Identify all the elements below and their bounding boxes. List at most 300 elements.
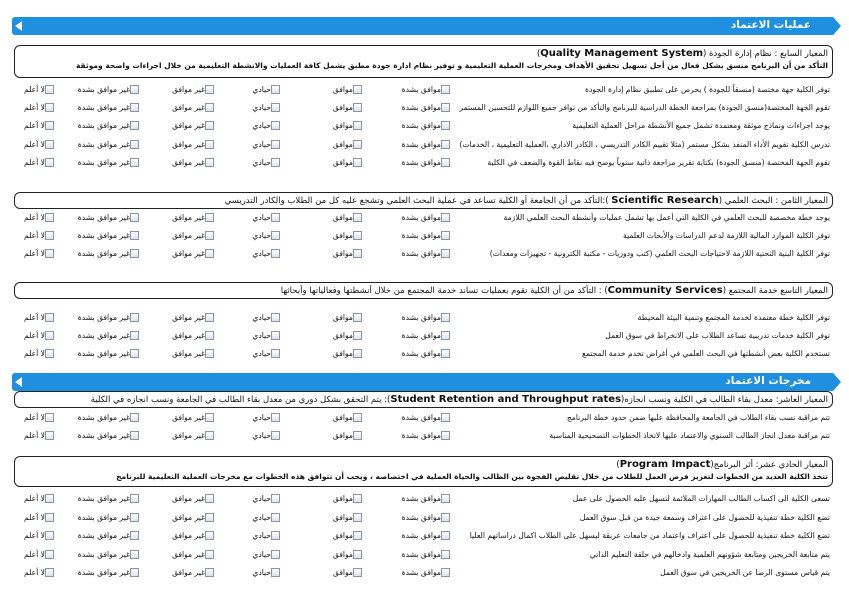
answer-option[interactable] [333,157,366,168]
answer-option[interactable] [252,157,284,168]
answer-option[interactable] [172,430,218,441]
answer-checkbox[interactable] [130,313,139,322]
answer-checkbox[interactable] [441,413,450,422]
answer-option-label: موافق [332,121,353,131]
answer-option[interactable] [24,330,58,341]
answer-option[interactable] [172,412,218,423]
question-row [18,247,830,260]
standard-english-title: Scientific Research [611,195,719,206]
answer-checkbox[interactable] [353,431,362,440]
answer-option-label: غير موافق بشدة [77,85,130,94]
answer-checkbox[interactable] [271,213,280,222]
answer-option-label: موافق بشدة [401,139,441,149]
answer-option[interactable] [78,330,143,341]
answer-option[interactable] [24,549,58,560]
answer-option-label: موافق [332,331,353,340]
answer-checkbox[interactable] [205,531,214,540]
answer-option[interactable] [172,212,218,223]
answer-option[interactable] [402,430,454,441]
answer-option[interactable] [172,139,218,150]
answer-checkbox[interactable] [353,158,362,167]
answer-checkbox[interactable] [271,249,280,258]
answer-checkbox[interactable] [205,513,214,522]
answer-option[interactable] [78,230,143,241]
answer-option[interactable] [402,120,454,131]
answer-option-label: موافق بشدة [401,313,441,322]
answer-option[interactable] [252,230,284,241]
answer-option[interactable] [402,412,454,423]
answer-options [18,229,454,242]
answer-option-label: موافق بشدة [401,531,441,541]
answer-option[interactable] [402,330,454,341]
answer-option-label: موافق بشدة [401,231,441,240]
answer-checkbox[interactable] [205,158,214,167]
answer-option[interactable] [252,549,284,560]
arrow-icon [15,21,22,31]
answer-checkbox[interactable] [441,550,450,559]
answer-checkbox[interactable] [205,413,214,422]
answer-option[interactable] [172,330,218,341]
answer-option[interactable] [333,530,366,541]
answer-option-label: غير موافق بشدة [77,249,130,258]
answer-option[interactable] [24,102,58,113]
answer-option[interactable] [78,567,143,578]
answer-checkbox[interactable] [353,121,362,130]
answer-checkbox[interactable] [353,249,362,258]
answer-option-label: موافق بشدة [401,213,441,222]
question-row [18,429,830,442]
answer-option[interactable] [252,84,284,95]
answer-checkbox[interactable] [271,158,280,167]
answer-option[interactable] [78,139,143,150]
question-row [18,101,830,114]
answer-option[interactable] [333,230,366,241]
answer-option[interactable] [24,567,58,578]
answer-checkbox[interactable] [441,513,450,522]
answer-option[interactable] [252,430,284,441]
answer-option-label: غير موافق [172,431,205,440]
answer-option[interactable] [333,139,366,150]
answer-option-label: موافق [332,313,353,322]
answer-option[interactable] [24,430,58,441]
answer-option[interactable] [252,120,284,131]
answer-checkbox[interactable] [45,213,54,222]
answer-checkbox[interactable] [353,231,362,240]
answer-checkbox[interactable] [353,349,362,358]
answer-checkbox[interactable] [45,550,54,559]
answer-option[interactable] [333,330,366,341]
answer-option-label: موافق بشدة [401,494,441,503]
answer-option[interactable] [78,157,143,168]
question-text: تضع الكلية خطة تنفيذية للحصول على اعتراف واعتماد من جامعات عريقة ليسهل على الطلاب اكمال دراساتهم العليا [469,531,830,541]
answer-checkbox[interactable] [130,121,139,130]
answer-option[interactable] [78,248,143,259]
answer-checkbox[interactable] [205,85,214,94]
answer-checkbox[interactable] [130,494,139,503]
answer-checkbox[interactable] [130,568,139,577]
answer-checkbox[interactable] [441,121,450,130]
answer-option[interactable] [333,84,366,95]
answer-checkbox[interactable] [130,213,139,222]
banner-pointer [833,17,841,35]
answer-option[interactable] [78,212,143,223]
answer-checkbox[interactable] [130,249,139,258]
answer-option[interactable] [172,530,218,541]
answer-checkbox[interactable] [271,550,280,559]
answer-checkbox[interactable] [205,103,214,112]
answer-option-label: غير موافق [172,568,205,578]
answer-option-label: غير موافق بشدة [77,568,130,578]
answer-option-label: غير موافق بشدة [77,213,130,222]
answer-option-label: حيادي [252,313,271,322]
answer-option[interactable] [172,567,218,578]
answer-options [18,529,454,542]
answer-option[interactable] [333,248,366,259]
answer-option-label: غير موافق [172,494,205,503]
answer-checkbox[interactable] [271,431,280,440]
answer-option[interactable] [402,567,454,578]
answer-checkbox[interactable] [45,121,54,130]
section-title: عمليات الاعتماد [723,19,819,31]
answer-option-label: غير موافق بشدة [77,157,130,167]
standard-title-suffix: ): يتم التحقق بشكل دوري من معدل بقاء الطالب في الجامعة ونسب انجازه في الكلية [90,395,391,405]
answer-option[interactable] [24,412,58,423]
answer-option[interactable] [333,549,366,560]
answer-checkbox[interactable] [441,249,450,258]
answer-option[interactable] [172,84,218,95]
question-text: توفر الكلية جهة مختصة (منسقاً للجودة ) يحرص على تطبيق نظام إدارة الجودة [585,85,830,94]
answer-option[interactable] [402,84,454,95]
answer-checkbox[interactable] [441,231,450,240]
answer-option[interactable] [252,530,284,541]
answer-option[interactable] [172,230,218,241]
answer-option-label: غير موافق بشدة [77,103,130,113]
answer-option-label: حيادي [252,103,271,113]
answer-checkbox[interactable] [353,413,362,422]
answer-option[interactable] [24,493,58,504]
answer-checkbox[interactable] [353,140,362,149]
answer-option-label: موافق [332,157,353,167]
answer-option-label: غير موافق [172,213,205,222]
answer-option[interactable] [333,212,366,223]
answer-option[interactable] [24,530,58,541]
answer-checkbox[interactable] [353,568,362,577]
answer-option-label: موافق [332,85,353,94]
section-title: مخرجات الاعتماد [717,375,819,387]
answer-checkbox[interactable] [205,249,214,258]
answer-checkbox[interactable] [441,531,450,540]
answer-option-label: غير موافق بشدة [77,413,130,422]
answer-option[interactable] [252,102,284,113]
answer-option[interactable] [333,120,366,131]
answer-option-label: غير موافق [172,157,205,167]
answer-options [18,101,454,114]
answer-option-label: موافق بشدة [401,549,441,559]
answer-checkbox[interactable] [271,313,280,322]
answer-checkbox[interactable] [441,568,450,577]
question-row [18,411,830,424]
question-text: تسعى الكلية الى اكساب الطالب المهارات الملائمة لتسهل عليه الحصول على عمل [572,494,830,503]
answer-checkbox[interactable] [45,85,54,94]
question-text: توفر الكلية الموارد المالية اللازمة لدعم الدراسات والأبحاث العلمية [623,231,830,240]
answer-checkbox[interactable] [45,231,54,240]
answer-option[interactable] [402,230,454,241]
answer-option-label: موافق بشدة [401,103,441,113]
answer-checkbox[interactable] [130,158,139,167]
answer-option-label: غير موافق بشدة [77,331,130,340]
answer-option[interactable] [402,530,454,541]
answer-option[interactable] [252,512,284,523]
answer-option[interactable] [78,348,143,359]
answer-checkbox[interactable] [441,313,450,322]
answer-option-label: غير موافق [172,231,205,240]
answer-option[interactable] [172,549,218,560]
answer-checkbox[interactable] [271,85,280,94]
answer-checkbox[interactable] [205,231,214,240]
answer-checkbox[interactable] [441,103,450,112]
answer-checkbox[interactable] [353,213,362,222]
answer-option-label: حيادي [252,121,271,131]
answer-option[interactable] [402,512,454,523]
answer-option-label: لا أعلم [24,494,45,503]
answer-checkbox[interactable] [45,513,54,522]
answer-option-label: موافق [332,549,353,559]
answer-checkbox[interactable] [205,140,214,149]
answer-checkbox[interactable] [45,103,54,112]
answer-option[interactable] [402,312,454,323]
answer-checkbox[interactable] [205,213,214,222]
answer-checkbox[interactable] [441,85,450,94]
answer-option[interactable] [24,512,58,523]
answer-checkbox[interactable] [45,331,54,340]
answer-checkbox[interactable] [441,431,450,440]
answer-option[interactable] [333,412,366,423]
answer-option[interactable] [78,102,143,113]
answer-option[interactable] [172,348,218,359]
answer-option-label: لا أعلم [24,549,45,559]
answer-option-label: موافق بشدة [401,331,441,340]
answer-option[interactable] [252,330,284,341]
answer-checkbox[interactable] [271,531,280,540]
answer-checkbox[interactable] [271,231,280,240]
answer-options [18,311,454,324]
answer-checkbox[interactable] [130,331,139,340]
answer-checkbox[interactable] [271,140,280,149]
answer-option[interactable] [24,312,58,323]
question-text: تدرس الكلية تقويم الأداء المنفذ بشكل مستمر (مثلا تقييم الكادر التدريسي ، الكادر الاداري ،العملية التعليمية ، الخدمات) [459,139,830,149]
answer-option-label: لا أعلم [24,249,45,258]
answer-option-label: غير موافق [172,349,205,358]
answer-option[interactable] [252,493,284,504]
answer-checkbox[interactable] [441,494,450,503]
answer-checkbox[interactable] [205,331,214,340]
answer-checkbox[interactable] [205,121,214,130]
answer-option[interactable] [172,493,218,504]
answer-option[interactable] [24,212,58,223]
question-text: يتم متابعة الخريجين ومتابعة شؤونهم العلمية وادخالهم في حلقة التعليم الذاتي [589,549,830,559]
answer-option[interactable] [172,157,218,168]
answer-checkbox[interactable] [130,531,139,540]
answer-option[interactable] [172,312,218,323]
answer-checkbox[interactable] [130,140,139,149]
answer-option[interactable] [24,139,58,150]
answer-option[interactable] [252,348,284,359]
answer-checkbox[interactable] [45,313,54,322]
answer-option[interactable] [78,84,143,95]
answer-checkbox[interactable] [441,349,450,358]
answer-checkbox[interactable] [271,121,280,130]
answer-option[interactable] [172,120,218,131]
answer-checkbox[interactable] [353,313,362,322]
standard-box [14,282,833,299]
answer-option-label: موافق بشدة [401,249,441,258]
answer-option[interactable] [172,102,218,113]
answer-checkbox[interactable] [130,349,139,358]
standard-title: المعيار السابع : نظام إدارة الجودة ( [703,49,828,59]
answer-checkbox[interactable] [45,568,54,577]
answer-option[interactable] [402,102,454,113]
answer-option[interactable] [402,549,454,560]
answer-option[interactable] [252,139,284,150]
answer-option[interactable] [78,412,143,423]
answer-checkbox[interactable] [353,494,362,503]
answer-option[interactable] [24,248,58,259]
answer-checkbox[interactable] [205,431,214,440]
answer-checkbox[interactable] [353,103,362,112]
question-text: تضع الكلية خطة تنفيذية للحصول على اعتراف وسمعة جيدة من قبل سوق العمل [579,512,830,522]
answer-option[interactable] [24,348,58,359]
answer-checkbox[interactable] [353,331,362,340]
answer-checkbox[interactable] [130,231,139,240]
answer-checkbox[interactable] [45,413,54,422]
answer-checkbox[interactable] [130,513,139,522]
question-row [18,329,830,342]
answer-option[interactable] [252,567,284,578]
answer-checkbox[interactable] [271,349,280,358]
answer-option[interactable] [78,120,143,131]
answer-options [18,211,454,224]
answer-options [18,247,454,260]
answer-option[interactable] [402,493,454,504]
answer-checkbox[interactable] [271,331,280,340]
answer-checkbox[interactable] [271,413,280,422]
question-row [18,347,830,360]
answer-option[interactable] [24,84,58,95]
answer-checkbox[interactable] [353,550,362,559]
standard-english-title: Student Retention and Throughput rates [390,394,622,405]
answer-option-label: موافق بشدة [401,85,441,94]
answer-option[interactable] [78,549,143,560]
answer-option[interactable] [78,530,143,541]
standard-english-title: Community Services [607,285,723,296]
answer-checkbox[interactable] [45,531,54,540]
answer-option[interactable] [78,493,143,504]
answer-option[interactable] [24,230,58,241]
answer-option[interactable] [333,102,366,113]
answer-option[interactable] [402,248,454,259]
answer-option-label: لا أعلم [24,139,45,149]
answer-option[interactable] [333,567,366,578]
question-row [18,229,830,242]
answer-option-label: لا أعلم [24,413,45,422]
answer-option[interactable] [24,157,58,168]
answer-options [18,83,454,96]
answer-option[interactable] [252,212,284,223]
answer-checkbox[interactable] [130,431,139,440]
answer-option-label: غير موافق بشدة [77,121,130,131]
answer-option[interactable] [78,430,143,441]
answer-checkbox[interactable] [45,140,54,149]
answer-option[interactable] [333,512,366,523]
answer-checkbox[interactable] [45,431,54,440]
answer-option-label: لا أعلم [24,157,45,167]
answer-checkbox[interactable] [45,349,54,358]
answer-checkbox[interactable] [353,531,362,540]
answer-option-label: حيادي [252,494,271,503]
answer-checkbox[interactable] [205,313,214,322]
answer-checkbox[interactable] [205,349,214,358]
answer-checkbox[interactable] [130,550,139,559]
answer-checkbox[interactable] [130,85,139,94]
answer-option[interactable] [78,312,143,323]
answer-option[interactable] [172,248,218,259]
answer-checkbox[interactable] [45,158,54,167]
answer-checkbox[interactable] [441,158,450,167]
answer-option[interactable] [402,348,454,359]
answer-checkbox[interactable] [353,513,362,522]
answer-option-label: غير موافق بشدة [77,139,130,149]
answer-option-label: لا أعلم [24,103,45,113]
answer-option[interactable] [333,493,366,504]
answer-checkbox[interactable] [130,413,139,422]
answer-option[interactable] [252,312,284,323]
answer-checkbox[interactable] [130,103,139,112]
question-text: تقوم الجهة المختصة (منسق الجودة) بكتابة تقرير مراجعة ذاتية سنوياً يوضح فيه نقاط القوة والضعف في الكلية [487,157,830,167]
answer-checkbox[interactable] [441,140,450,149]
answer-checkbox[interactable] [271,103,280,112]
answer-option[interactable] [333,430,366,441]
answer-option-label: غير موافق بشدة [77,231,130,240]
answer-option[interactable] [252,248,284,259]
answer-checkbox[interactable] [271,494,280,503]
answer-option-label: لا أعلم [24,231,45,240]
answer-option[interactable] [333,348,366,359]
answer-checkbox[interactable] [45,494,54,503]
answer-option[interactable] [402,212,454,223]
answer-checkbox[interactable] [271,513,280,522]
answer-option[interactable] [252,412,284,423]
answer-option-label: موافق [332,213,353,222]
answer-option-label: موافق [332,103,353,113]
answer-checkbox[interactable] [45,249,54,258]
answer-checkbox[interactable] [205,568,214,577]
answer-option[interactable] [333,312,366,323]
answer-checkbox[interactable] [205,550,214,559]
answer-checkbox[interactable] [353,85,362,94]
answer-option[interactable] [78,512,143,523]
answer-checkbox[interactable] [205,494,214,503]
answer-checkbox[interactable] [441,213,450,222]
answer-option[interactable] [402,157,454,168]
answer-options [18,138,454,151]
answer-checkbox[interactable] [271,568,280,577]
answer-option-label: لا أعلم [24,531,45,541]
answer-option-label: حيادي [252,549,271,559]
answer-option[interactable] [24,120,58,131]
answer-checkbox[interactable] [441,331,450,340]
answer-option[interactable] [402,139,454,150]
answer-option[interactable] [172,512,218,523]
